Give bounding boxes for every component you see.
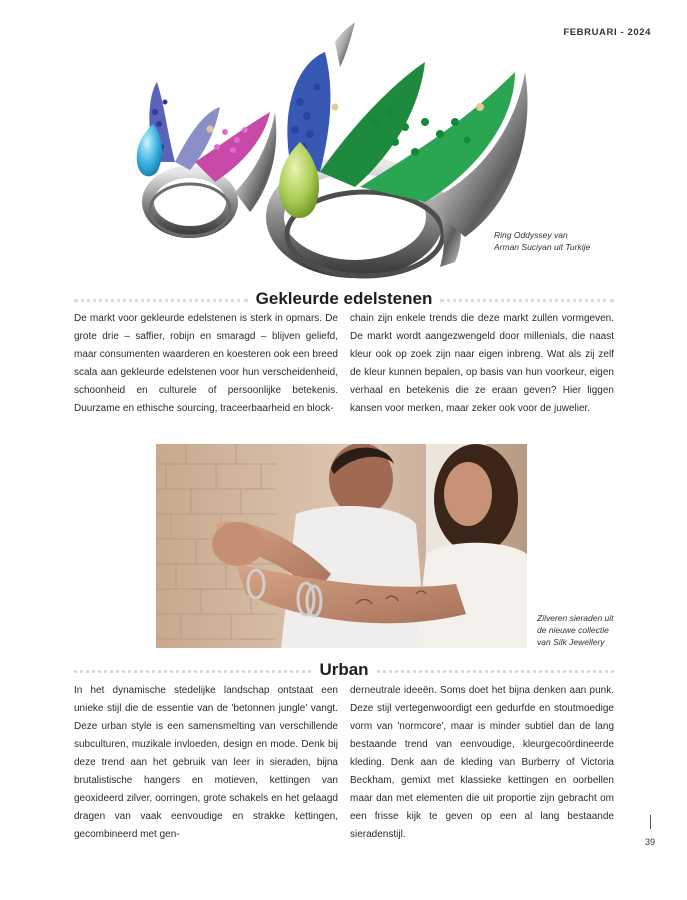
issue-date: FEBRUARI - 2024 bbox=[563, 27, 651, 38]
body-text-column-2: chain zijn enkele trends die deze markt zullen vormgeven. De markt wordt aangezwengeld door millenials, die naast kleur ook op zoek zijn naar eigen inbreng. Wat als zij zelf de kleur kunnen bepalen, op basis van hun voorkeur, eigen verhaal en betekenis die ze eraan geven? Hier liggen kansen voor merken, maar zeker ook voor de juwelier. bbox=[350, 313, 614, 414]
dotted-rule-right bbox=[440, 299, 614, 302]
rings-caption bbox=[494, 230, 604, 253]
section-title: Urban bbox=[319, 660, 369, 679]
section-heading-edelstenen bbox=[74, 288, 614, 310]
couple-dancing-illustration bbox=[156, 444, 527, 648]
dotted-rule-left bbox=[74, 299, 248, 302]
section-heading-urban bbox=[74, 659, 614, 681]
jewellery-caption-line-3: van Silk Jewellery bbox=[537, 637, 605, 647]
body-text-column-1: In het dynamische stedelijke landschap ontstaat een unieke stijl die de essentie van de 'betonnen jungle' vangt. Deze urban style is een samensmelting van verschillende subculturen, muzikale invloeden, design en mode. Denk bij deze trend aan het gebruik van leer in sieraden, bijna brutalistische hangers en motieven, kettingen van geoxideerd zilver, oorringen, grote schakels en het gelaagd dragen van vaak eenvoudige en strakke kettingen, gecombineerd met gen- bbox=[74, 685, 338, 840]
page-number: 39 bbox=[645, 837, 656, 847]
couple-dancing-photo bbox=[156, 444, 527, 648]
dotted-rule-left bbox=[74, 670, 311, 673]
body-text-column-2: derneutrale ideeën. Soms doet het bijna denken aan punk. Deze stijl vertegenwoordigt een gedurfde en stoutmoedige vorm van 'normcore', maar is minder subtiel dan de lang bestaande trend van eenvoudige, kleurgecoördineerde kleding. Denk aan de kleding van Burberry of Victoria Beckham, gemixt met klassieke kettingen en oorbellen maar dan met elementen die uit proportie zijn gebracht om een frisse kijk te geven op een al lang bestaande sieradenstijl. bbox=[350, 685, 614, 840]
rings-caption-line-2: Arman Suciyan uit Turkije bbox=[494, 241, 591, 252]
jewellery-caption-line-2: de nieuwe collectie bbox=[537, 625, 609, 635]
jewellery-caption-line-1: Zilveren sieraden uit bbox=[537, 613, 614, 623]
jewellery-caption bbox=[537, 612, 647, 648]
body-text-column-1: De markt voor gekleurde edelstenen is sterk in opmars. De grote drie – saffier, robijn en smaragd – blijven geliefd, maar consumenten waarderen en koesteren ook een breed scala aan gekleurde edelstenen voor hun verscheidenheid, schoonheid en culturele of persoonlijke betekenis. Duurzame en ethische sourcing, traceerbaarheid en block- bbox=[74, 313, 338, 414]
page-number-rule bbox=[650, 815, 651, 829]
dotted-rule-right bbox=[377, 670, 614, 673]
rings-caption-line-1: Ring Oddyssey van bbox=[494, 230, 568, 240]
section-title: Gekleurde edelstenen bbox=[255, 289, 433, 308]
